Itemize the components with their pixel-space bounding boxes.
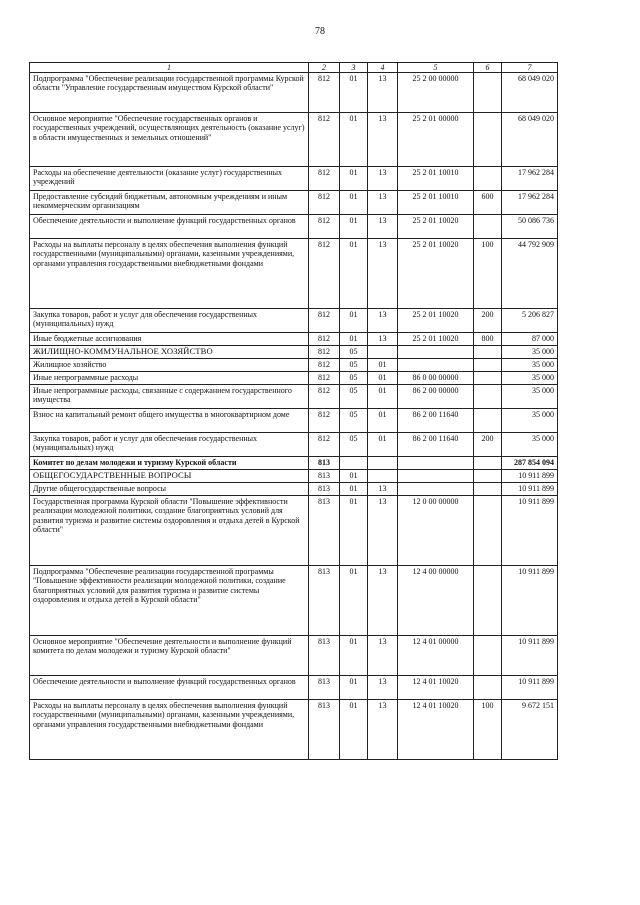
table-row [30,346,558,359]
row-expense-type-code [474,73,502,113]
row-target-code: 25 2 01 10020 [398,215,474,239]
row-section-code: 01 [340,73,368,113]
table-row [30,566,558,636]
row-name: Основное мероприятие "Обеспечение государственных органов и государственных учреждений, осуществляющих деятельность (оказание услуг) в области имущественных и земельных отношений" [30,113,309,167]
row-sum: 35 000 [502,385,558,409]
row-expense-type-code [474,215,502,239]
row-section-code: 01 [340,113,368,167]
row-subsection-code: 13 [368,483,398,496]
row-sum: 5 206 827 [502,309,558,333]
row-sum: 87 000 [502,333,558,346]
column-header: 2 [309,63,340,73]
row-expense-type-code: 200 [474,433,502,457]
row-name: Основное мероприятие "Обеспечение деятельности и выполнение функций комитета по делам молодежи и туризму Курской области" [30,636,309,676]
row-target-code: 12 0 00 00000 [398,496,474,566]
row-section-code: 01 [340,676,368,700]
row-subsection-code [368,457,398,470]
row-section-code: 05 [340,409,368,433]
table-row [30,167,558,191]
row-sum: 35 000 [502,372,558,385]
row-ministry-code: 812 [309,191,340,215]
row-expense-type-code [474,457,502,470]
table-row [30,676,558,700]
row-ministry-code: 812 [309,309,340,333]
row-subsection-code: 13 [368,73,398,113]
row-ministry-code: 812 [309,385,340,409]
row-name: Подпрограмма "Обеспечение реализации государственной программы Курской области "Управление государственным имуществом Курской области" [30,73,309,113]
row-section-code: 05 [340,359,368,372]
row-ministry-code: 813 [309,700,340,760]
table-row [30,496,558,566]
row-sum: 10 911 899 [502,470,558,483]
row-target-code: 25 2 01 00000 [398,113,474,167]
row-subsection-code: 01 [368,433,398,457]
row-expense-type-code: 200 [474,309,502,333]
row-section-code: 01 [340,496,368,566]
budget-table [29,62,558,760]
row-subsection-code [368,470,398,483]
row-sum: 35 000 [502,409,558,433]
row-target-code: 25 2 01 10020 [398,333,474,346]
row-expense-type-code [474,385,502,409]
row-sum: 10 911 899 [502,636,558,676]
row-name: Обеспечение деятельности и выполнение функций государственных органов [30,215,309,239]
row-ministry-code: 812 [309,359,340,372]
row-ministry-code: 813 [309,566,340,636]
row-expense-type-code [474,483,502,496]
row-subsection-code: 13 [368,113,398,167]
row-subsection-code: 13 [368,676,398,700]
table-row [30,309,558,333]
row-name: Иные непрограммные расходы, связанные с содержанием государственного имущества [30,385,309,409]
row-section-code: 05 [340,433,368,457]
row-target-code: 86 2 00 11640 [398,409,474,433]
row-ministry-code: 812 [309,73,340,113]
row-name: ОБЩЕГОСУДАРСТВЕННЫЕ ВОПРОСЫ [30,470,309,483]
row-expense-type-code [474,372,502,385]
table-row [30,457,558,470]
row-name: Взнос на капитальный ремонт общего имущества в многоквартирном доме [30,409,309,433]
row-section-code: 01 [340,700,368,760]
row-subsection-code: 13 [368,566,398,636]
row-ministry-code: 812 [309,167,340,191]
row-expense-type-code: 600 [474,191,502,215]
row-subsection-code: 13 [368,167,398,191]
table-row [30,73,558,113]
row-expense-type-code [474,113,502,167]
row-sum: 10 911 899 [502,676,558,700]
row-subsection-code: 13 [368,333,398,346]
row-target-code: 25 2 01 10020 [398,239,474,309]
row-name: Комитет по делам молодежи и туризму Курской области [30,457,309,470]
row-target-code: 86 2 00 11640 [398,433,474,457]
row-section-code: 05 [340,385,368,409]
row-sum: 35 000 [502,359,558,372]
row-subsection-code: 13 [368,309,398,333]
table-row [30,113,558,167]
table-row [30,372,558,385]
row-section-code: 01 [340,167,368,191]
row-sum: 68 049 020 [502,113,558,167]
row-expense-type-code [474,676,502,700]
row-ministry-code: 812 [309,409,340,433]
row-target-code: 86 0 00 00000 [398,372,474,385]
row-sum: 10 911 899 [502,483,558,496]
row-subsection-code: 13 [368,636,398,676]
row-subsection-code [368,346,398,359]
row-name: Другие общегосударственные вопросы [30,483,309,496]
row-subsection-code: 01 [368,372,398,385]
row-target-code [398,470,474,483]
row-name: Обеспечение деятельности и выполнение функций государственных органов [30,676,309,700]
row-sum: 10 911 899 [502,496,558,566]
column-header: 7 [502,63,558,73]
table-row [30,636,558,676]
row-sum: 17 962 284 [502,191,558,215]
row-name: Иные бюджетные ассигнования [30,333,309,346]
row-section-code: 01 [340,191,368,215]
row-name: ЖИЛИЩНО-КОММУНАЛЬНОЕ ХОЗЯЙСТВО [30,346,309,359]
row-section-code: 01 [340,636,368,676]
row-name: Предоставление субсидий бюджетным, автономным учреждениям и иным некоммерческим организациям [30,191,309,215]
row-ministry-code: 813 [309,496,340,566]
row-ministry-code: 812 [309,113,340,167]
table-row [30,700,558,760]
row-expense-type-code [474,409,502,433]
row-ministry-code: 812 [309,346,340,359]
row-section-code: 01 [340,309,368,333]
row-sum: 9 672 151 [502,700,558,760]
row-sum: 68 049 020 [502,73,558,113]
row-name: Закупка товаров, работ и услуг для обеспечения государственных (муниципальных) нужд [30,309,309,333]
row-section-code: 05 [340,346,368,359]
row-sum: 35 000 [502,433,558,457]
row-subsection-code: 13 [368,191,398,215]
row-expense-type-code [474,359,502,372]
row-expense-type-code [474,346,502,359]
row-subsection-code: 13 [368,215,398,239]
row-expense-type-code [474,470,502,483]
table-row [30,385,558,409]
row-ministry-code: 813 [309,676,340,700]
row-subsection-code: 01 [368,385,398,409]
column-header: 1 [30,63,309,73]
row-subsection-code: 13 [368,496,398,566]
row-ministry-code: 813 [309,470,340,483]
row-section-code: 01 [340,333,368,346]
row-section-code: 01 [340,215,368,239]
column-header: 4 [368,63,398,73]
row-target-code [398,483,474,496]
row-target-code: 25 2 00 00000 [398,73,474,113]
table-row [30,215,558,239]
row-sum: 10 911 899 [502,566,558,636]
row-target-code: 25 2 01 10020 [398,309,474,333]
row-sum: 287 854 094 [502,457,558,470]
row-target-code: 86 2 00 00000 [398,385,474,409]
row-target-code: 25 2 01 10010 [398,167,474,191]
row-name: Закупка товаров, работ и услуг для обеспечения государственных (муниципальных) нужд [30,433,309,457]
row-name: Иные непрограммные расходы [30,372,309,385]
row-expense-type-code [474,636,502,676]
table-row [30,483,558,496]
column-header: 5 [398,63,474,73]
row-ministry-code: 812 [309,333,340,346]
row-name: Расходы на выплаты персоналу в целях обеспечения выполнения функций государственными (муниципальными) органами, казенными учреждениями, органами управления государственными внебюджетными фондами [30,700,309,760]
row-target-code: 12 4 00 00000 [398,566,474,636]
row-expense-type-code [474,566,502,636]
row-ministry-code: 812 [309,215,340,239]
row-expense-type-code [474,496,502,566]
row-expense-type-code: 800 [474,333,502,346]
table-row [30,409,558,433]
table-row [30,333,558,346]
row-target-code [398,346,474,359]
table-row [30,239,558,309]
row-target-code [398,457,474,470]
row-ministry-code: 812 [309,433,340,457]
column-header: 6 [474,63,502,73]
column-header: 3 [340,63,368,73]
row-target-code: 12 4 01 10020 [398,676,474,700]
page-number: 78 [315,26,325,37]
row-name: Подпрограмма "Обеспечение реализации государственной программы "Повышение эффективности реализации молодежной политики, создание благоприятных условий для развития туризма и развитие системы оздоровления и отдыха детей в Курской области" [30,566,309,636]
row-subsection-code: 01 [368,359,398,372]
row-name: Государственная программа Курской области "Повышение эффективности реализации молодежной политики, создание благоприятных условий для развития туризма и развитие системы оздоровления и отдыха детей в Курской области" [30,496,309,566]
row-section-code: 05 [340,372,368,385]
row-sum: 17 962 284 [502,167,558,191]
row-expense-type-code: 100 [474,700,502,760]
row-section-code [340,457,368,470]
row-name: Жилищное хозяйство [30,359,309,372]
row-subsection-code: 01 [368,409,398,433]
row-ministry-code: 813 [309,636,340,676]
row-target-code: 12 4 01 00000 [398,636,474,676]
row-name: Расходы на обеспечение деятельности (оказание услуг) государственных учреждений [30,167,309,191]
row-sum: 50 086 736 [502,215,558,239]
table-row [30,470,558,483]
row-section-code: 01 [340,470,368,483]
table-body [30,73,558,760]
row-name: Расходы на выплаты персоналу в целях обеспечения выполнения функций государственными (муниципальными) органами, казенными учреждениями, органами управления государственными внебюджетными фондами [30,239,309,309]
row-expense-type-code: 100 [474,239,502,309]
row-section-code: 01 [340,566,368,636]
row-sum: 35 000 [502,346,558,359]
row-ministry-code: 813 [309,457,340,470]
row-expense-type-code [474,167,502,191]
row-ministry-code: 812 [309,372,340,385]
row-target-code [398,359,474,372]
row-ministry-code: 812 [309,239,340,309]
row-target-code: 25 2 01 10010 [398,191,474,215]
row-subsection-code: 13 [368,700,398,760]
table-header [30,63,558,73]
table-row [30,191,558,215]
row-section-code: 01 [340,483,368,496]
row-section-code: 01 [340,239,368,309]
row-ministry-code: 813 [309,483,340,496]
table-row [30,433,558,457]
row-target-code: 12 4 01 10020 [398,700,474,760]
row-subsection-code: 13 [368,239,398,309]
row-sum: 44 792 909 [502,239,558,309]
table-row [30,359,558,372]
